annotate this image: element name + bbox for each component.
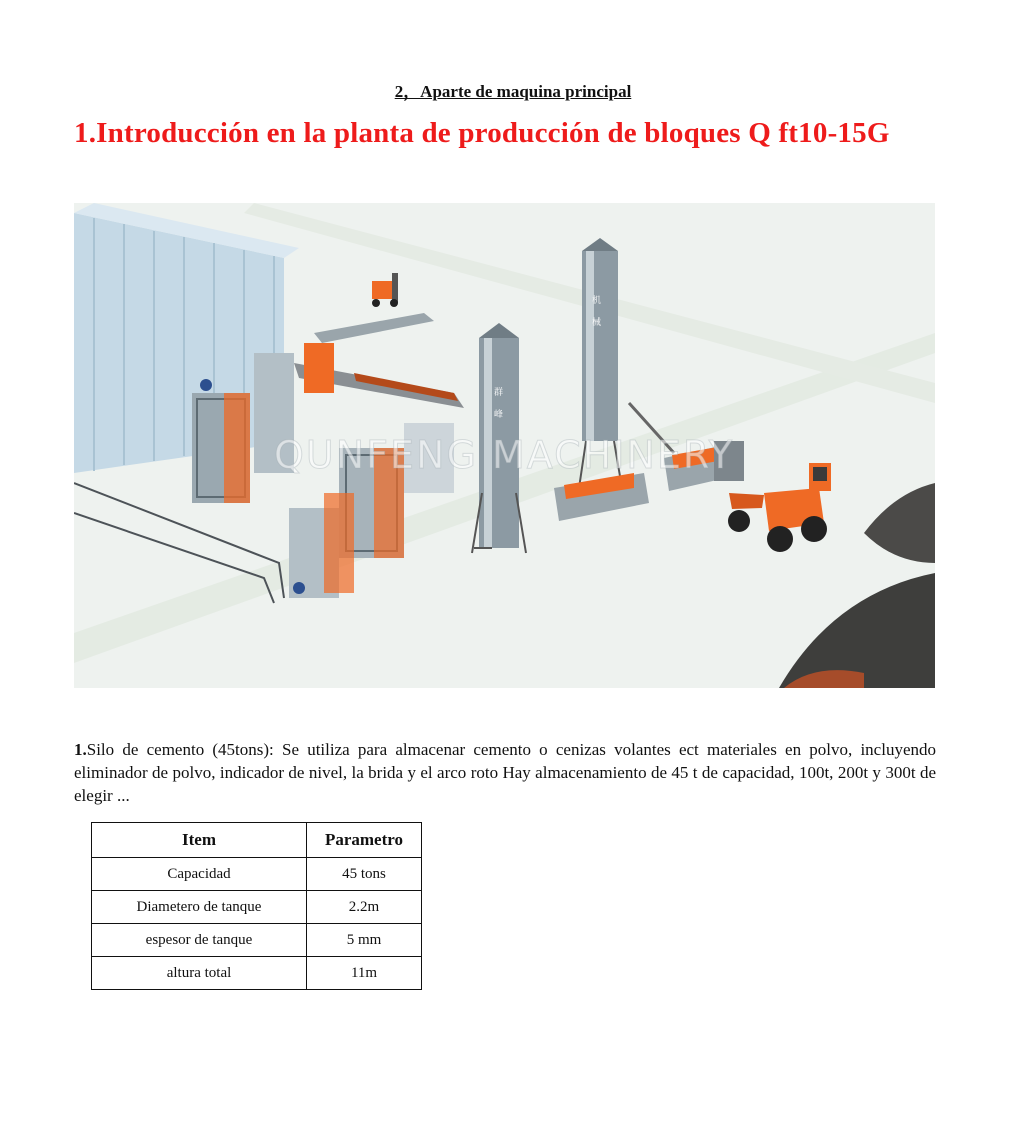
table-cell-value: 5 mm [307,924,422,957]
block-plant-illustration [74,203,935,688]
main-title: 1.Introducción en la planta de producción de bloques Q ft10-15G [74,117,890,149]
silo-label-4: 械 [592,318,602,328]
table-cell-item: altura total [92,957,307,990]
header-parametro: Parametro [307,823,422,858]
table-row [92,858,422,891]
table-cell-item: Capacidad [92,858,307,891]
front-stacker [289,493,354,598]
section-heading [0,77,1026,102]
table-header-row [92,823,422,858]
silo-label-1: 群 [494,388,504,398]
section-heading-text: 2，Aparte de maquina principal [394,82,632,101]
watermark-text: QUNFENG MACHINERY [274,433,735,477]
table-cell-item: espesor de tanque [92,924,307,957]
table-row [92,891,422,924]
table-cell-value: 45 tons [307,858,422,891]
silo-label-3: 机 [592,296,602,306]
silo-label-2: 峰 [494,410,504,420]
table-cell-item: Diametero de tanque [92,891,307,924]
table-row [92,957,422,990]
silo-description [74,738,936,807]
silo-spec-table [91,822,422,990]
paragraph-text: Silo de cemento (45tons): Se utiliza para almacenar cemento o cenizas volantes ect materiales en polvo, incluyendo eliminador de polvo, indicador de nivel, la brida y el arco roto Hay almacenamiento de 45 t de capacidad, 100t, 200t y 300t de elegir ... [74,740,936,805]
table-row [92,924,422,957]
table-cell-value: 11m [307,957,422,990]
table-cell-value: 2.2m [307,891,422,924]
paragraph-number: 1. [74,740,87,759]
header-item: Item [92,823,307,858]
